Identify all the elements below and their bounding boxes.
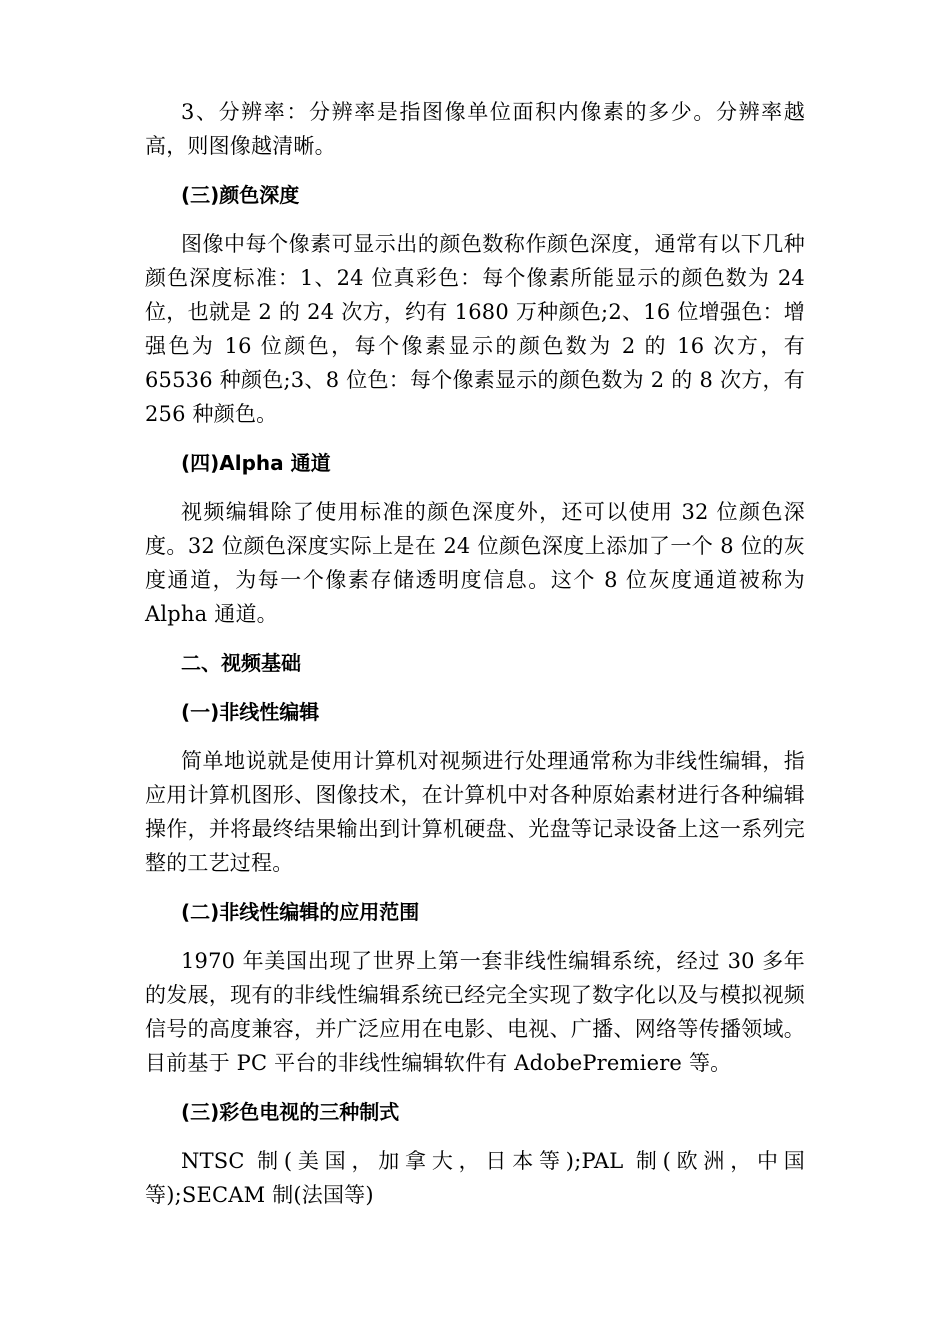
heading-video-basics: 二、视频基础 [181,651,301,675]
paragraph-nonlinear-editing: 简单地说就是使用计算机对视频进行处理通常称为非线性编辑，指应用计算机图形、图像技术，在计算机中对各种原始素材进行各种编辑操作，并将最终结果输出到计算机硬盘、光盘等记录设备上这一系列完整的工艺过程。 [145,749,805,875]
paragraph-alpha-channel: 视频编辑除了使用标准的颜色深度外，还可以使用 32 位颜色深度。32 位颜色深度实际上是在 24 位颜色深度上添加了一个 8 位的灰度通道，为每一个像素存储透明度信息。这个 8 位灰度通道被称为 Alpha 通道。 [145,500,805,626]
heading-application-scope: (二)非线性编辑的应用范围 [181,900,420,924]
heading-color-depth: (三)颜色深度 [181,183,300,207]
paragraph-application-scope: 1970 年美国出现了世界上第一套非线性编辑系统，经过 30 多年的发展，现有的非线性编辑系统已经完全实现了数字化以及与模拟视频信号的高度兼容，并广泛应用在电影、电视、广播、网络等传播领域。目前基于 PC 平台的非线性编辑软件有 AdobePremiere 等。 [145,949,805,1075]
paragraph-resolution: 3、分辨率：分辨率是指图像单位面积内像素的多少。分辨率越高，则图像越清晰。 [145,100,805,158]
paragraph-tv-standards: NTSC 制(美国，加拿大，日本等);PAL 制(欧洲，中国等);SECAM 制(法国等) [145,1149,805,1207]
heading-nonlinear-editing: (一)非线性编辑 [181,700,320,724]
heading-tv-standards: (三)彩色电视的三种制式 [181,1100,400,1124]
document-page [145,95,805,1212]
heading-alpha-channel: (四)Alpha 通道 [181,451,331,475]
paragraph-color-depth: 图像中每个像素可显示出的颜色数称作颜色深度，通常有以下几种颜色深度标准：1、24 位真彩色：每个像素所能显示的颜色数为 24 位，也就是 2 的 24 次方，约有 1680 万种颜色;2、16 位增强色：增强色为 16 位颜色，每个像素显示的颜色数为 2 的 16 次方，有 65536 种颜色;3、8 位色：每个像素显示的颜色数为 2 的 8 次方，有 256 种颜色。 [145,232,805,426]
